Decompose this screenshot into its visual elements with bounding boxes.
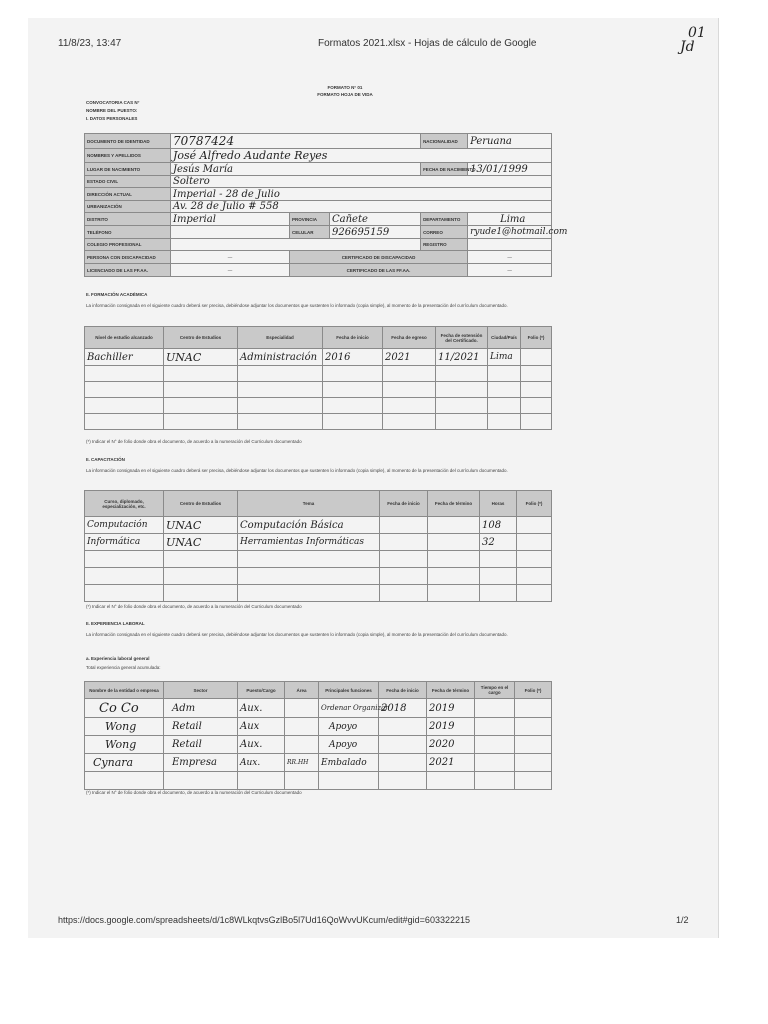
training-center-cell: UNAC (166, 535, 202, 549)
form-number: FORMATO N° 01 (327, 85, 363, 90)
exp-end-cell: 2019 (429, 702, 455, 714)
table-row (85, 398, 552, 414)
training-hours-cell: 32 (482, 536, 495, 548)
training-table (84, 490, 552, 602)
training-hours-cell: 108 (482, 519, 502, 531)
exp-entity-cell: Cynara (93, 756, 134, 769)
exp-header-functions: Principales funciones (319, 682, 379, 699)
table-row (85, 585, 552, 602)
training-topic-cell: Herramientas Informáticas (240, 537, 364, 547)
table-row (85, 382, 552, 398)
education-table (84, 326, 552, 430)
nationality-label: NACIONALIDAD (421, 134, 468, 149)
address-value: Imperial - 28 de Julio (173, 188, 280, 200)
table-row (85, 414, 552, 430)
edu-end-cell: 2021 (385, 351, 411, 363)
urbanization-value: Av. 28 de Julio # 558 (173, 201, 279, 212)
edu-city-cell: Lima (490, 352, 513, 362)
birthplace-label: LUGAR DE NACIMIENTO (85, 163, 171, 176)
armed-forces-cert-value: — (468, 264, 552, 277)
training-note: La información consignada en el siguiente cuadro deberá ser precisa, debiéndose adjuntar los documentos que sustenten lo informado (copia simple), al momento de la presentación del currículum documentado. (86, 468, 508, 473)
training-center-cell: UNAC (166, 518, 202, 532)
district-value: Imperial (173, 213, 216, 225)
cellphone-label: CELULAR (290, 226, 330, 239)
edu-level-cell: Bachiller (87, 351, 133, 363)
exp-sector-cell: Adm (172, 702, 196, 714)
email-label: CORREO (421, 226, 468, 239)
training-course-cell: Informática (87, 537, 141, 547)
exp-end-cell: 2019 (429, 721, 455, 732)
exp-header-end: Fecha de término (427, 682, 475, 699)
edu-center-cell: UNAC (166, 350, 202, 364)
personal-data-table (84, 133, 568, 277)
edu-header-center: Centro de Estudios (164, 327, 238, 349)
email-value: ryude1@hotmail.com (470, 227, 568, 237)
district-label: DISTRITO (85, 213, 171, 226)
edu-start-cell: 2016 (325, 351, 351, 363)
training-topic-cell: Computación Básica (240, 519, 344, 531)
experience-footnote: (*) Indicar el N° de folio donde obra el documento, de acuerdo a la numeración del Curriculum documentado (86, 790, 302, 795)
department-value: Lima (500, 213, 526, 225)
exp-position-cell: Aux. (240, 739, 263, 750)
training-course-cell: Computación (87, 520, 148, 530)
exp-sector-cell: Retail (172, 739, 202, 750)
puesto-label: NOMBRE DEL PUESTO: (86, 108, 138, 113)
exp-end-cell: 2020 (429, 739, 455, 750)
table-row (85, 718, 552, 736)
edu-header-specialty: Especialidad (238, 327, 323, 349)
exp-position-cell: Aux. (240, 702, 263, 714)
doc-value: 70787424 (173, 134, 235, 148)
edu-cert-cell: 11/2021 (438, 351, 480, 363)
urbanization-label: URBANIZACIÓN (85, 201, 171, 213)
disability-value: — (171, 251, 290, 264)
education-footnote: (*) Indicar el N° de folio donde obra el documento, de acuerdo a la numeración del Curriculum documentado (86, 439, 302, 444)
training-footnote: (*) Indicar el N° de folio donde obra el documento, de acuerdo a la numeración del Curriculum documentado (86, 604, 302, 609)
exp-header-area: Área (285, 682, 319, 699)
names-value: José Alfredo Audante Reyes (173, 149, 328, 162)
birthdate-label: FECHA DE NACIMIENTO (421, 163, 468, 176)
document-title: Formatos 2021.xlsx - Hojas de cálculo de Google (318, 38, 537, 49)
table-row (85, 517, 552, 534)
training-header-end: Fecha de término (428, 491, 480, 517)
print-url: https://docs.google.com/spreadsheets/d/1c8WLkqtvsGzlBo5l7Ud16QoWvvUKcum/edit#gid=603322215 (58, 915, 470, 925)
address-label: DIRECCIÓN ACTUAL (85, 188, 171, 201)
exp-end-cell: 2021 (429, 757, 455, 768)
disability-label: PERSONA CON DISCAPACIDAD (85, 251, 171, 264)
edu-header-cert-date: Fecha de extensión del Certificado. (436, 327, 488, 349)
exp-header-position: Puesto/Cargo (238, 682, 285, 699)
section-education-title: II. FORMACIÓN ACADÉMICA (86, 292, 148, 297)
exp-entity-cell: Wong (105, 720, 137, 733)
edu-header-folio: Folio (*) (521, 327, 552, 349)
exp-position-cell: Aux. (240, 757, 261, 768)
birthdate-value: 13/01/1999 (470, 163, 528, 175)
table-row (85, 551, 552, 568)
exp-header-tenure: Tiempo en el cargo (475, 682, 515, 699)
exp-entity-cell: Wong (105, 738, 137, 751)
civil-status-value: Soltero (173, 176, 210, 187)
armed-forces-value: — (171, 264, 290, 277)
province-label: PROVINCIA (290, 213, 330, 226)
experience-total-label: Total experiencia general acumulada: (86, 665, 161, 670)
exp-functions-cell: Apoyo (329, 721, 358, 732)
table-row (85, 754, 552, 772)
exp-header-entity: Nombre de la entidad o empresa (85, 682, 164, 699)
table-row (85, 568, 552, 585)
training-header-topic: Tema (238, 491, 380, 517)
exp-header-start: Fecha de inicio (379, 682, 427, 699)
exp-sector-cell: Retail (172, 721, 202, 732)
edu-header-level: Nivel de estudio alcanzado (85, 327, 164, 349)
armed-forces-label: LICENCIADO DE LAS FF.AA. (85, 264, 171, 277)
table-row (85, 534, 552, 551)
table-row (85, 349, 552, 366)
exp-header-sector: Sector (164, 682, 238, 699)
exp-entity-cell: Co Co (99, 700, 139, 716)
table-row (85, 366, 552, 382)
exp-sector-cell: Empresa (172, 757, 217, 768)
doc-label: DOCUMENTO DE IDENTIDAD (85, 134, 171, 149)
experience-subtitle: a. Experiencia laboral general (86, 656, 150, 661)
edu-specialty-cell: Administración (240, 351, 318, 363)
training-header-start: Fecha de inicio (380, 491, 428, 517)
table-row (85, 772, 552, 790)
disability-cert-value: — (468, 251, 552, 264)
cellphone-value: 926695159 (332, 226, 390, 238)
training-header-folio: Folio (*) (517, 491, 552, 517)
section-personal-title: I. DATOS PERSONALES (86, 116, 138, 121)
print-datetime: 11/8/23, 13:47 (58, 38, 122, 49)
edu-header-city: Ciudad/País (488, 327, 521, 349)
names-label: NOMBRES Y APELLIDOS (85, 149, 171, 163)
disability-cert-label: CERTIFICADO DE DISCAPACIDAD (290, 251, 468, 264)
edu-header-end: Fecha de egreso (383, 327, 436, 349)
section-training-title: II. CAPACITACIÓN (86, 457, 125, 462)
training-header-hours: Horas (480, 491, 517, 517)
department-label: DEPARTAMENTO (421, 213, 468, 226)
handwritten-folio-mark: 01 Jd (680, 25, 706, 55)
nationality-value: Peruana (470, 135, 512, 147)
exp-functions-cell: Embalado (321, 757, 367, 768)
exp-area-cell: RR.HH (287, 759, 309, 766)
education-note: La información consignada en el siguiente cuadro deberá ser precisa, debiéndose adjuntar los documentos que sustenten lo informado (copia simple), al momento de la presentación del currículum documentado. (86, 303, 508, 308)
experience-table (84, 681, 552, 790)
table-row (85, 699, 552, 718)
phone-label: TELÉFONO (85, 226, 171, 239)
province-value: Cañete (332, 213, 368, 225)
form-title: FORMATO HOJA DE VIDA (317, 92, 373, 97)
table-row (85, 736, 552, 754)
exp-functions-cell: Apoyo (329, 739, 358, 750)
page-number: 1/2 (676, 915, 689, 925)
exp-functions-cell: Ordenar Organizar (321, 704, 389, 712)
professional-college-label: COLEGIO PROFESIONAL (85, 239, 171, 251)
convocatoria-label: CONVOCATORIA CAS N° (86, 100, 140, 105)
civil-status-label: ESTADO CIVIL (85, 176, 171, 188)
training-header-course: Curso, diplomado, especialización, etc. (85, 491, 164, 517)
exp-position-cell: Aux (240, 721, 260, 732)
section-experience-title: II. EXPERIENCIA LABORAL (86, 621, 145, 626)
exp-header-folio: Folio (*) (515, 682, 552, 699)
training-header-center: Centro de Estudios (164, 491, 238, 517)
experience-note: La información consignada en el siguiente cuadro deberá ser precisa, debiéndose adjuntar los documentos que sustenten lo informado (copia simple), al momento de la presentación del currículum documentado. (86, 632, 508, 637)
edu-header-start: Fecha de inicio (323, 327, 383, 349)
birthplace-value: Jesús María (173, 163, 233, 175)
armed-forces-cert-label: CERTIFICADO DE LAS FF.AA. (290, 264, 468, 277)
exp-start-cell: 2018 (381, 702, 407, 714)
registry-label: REGISTRO (421, 239, 468, 251)
